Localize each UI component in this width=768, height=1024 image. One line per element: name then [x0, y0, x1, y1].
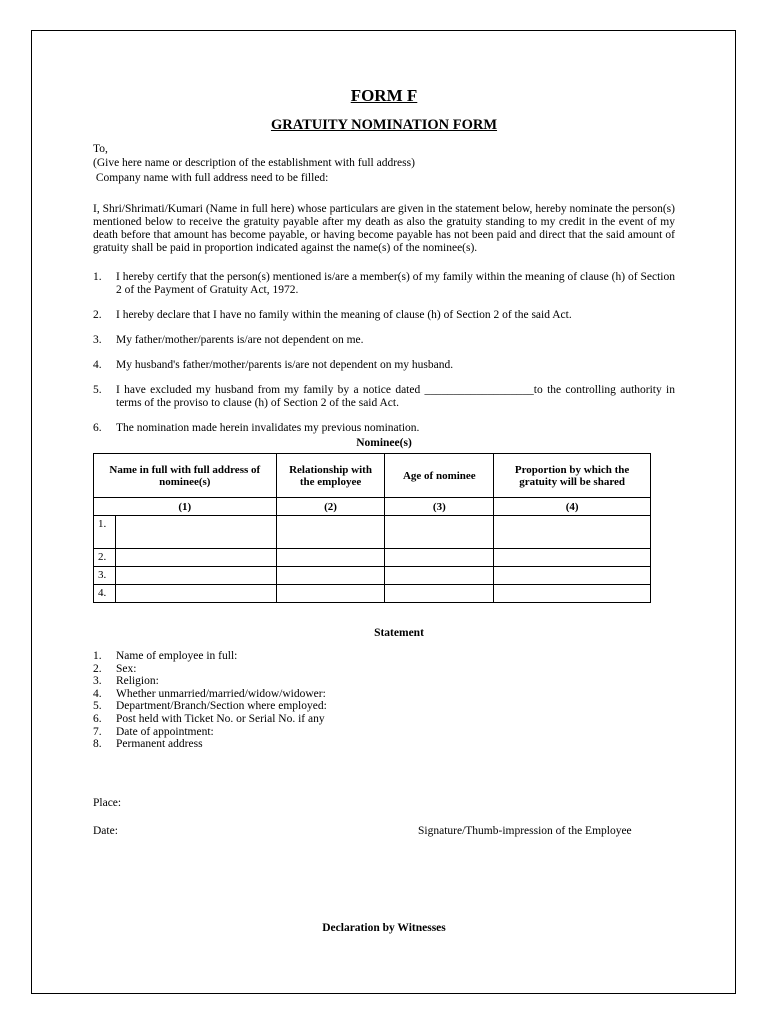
row-number: 3. — [94, 567, 116, 585]
nominee-name-cell[interactable] — [115, 567, 276, 585]
list-number: 6. — [93, 712, 102, 725]
column-number: (4) — [494, 498, 651, 516]
declaration-item — [93, 271, 675, 297]
nominee-proportion-cell[interactable] — [494, 516, 651, 549]
declaration-number: 4. — [93, 359, 102, 371]
list-text: Permanent address — [116, 738, 203, 751]
nominee-proportion-cell[interactable] — [494, 549, 651, 567]
declaration-text: I hereby certify that the person(s) mentioned is/are a member(s) of my family within the meaning of clause (h) of Section 2 of the Payment of Gratuity Act, 1972. — [116, 271, 675, 296]
nominee-proportion-cell[interactable] — [494, 585, 651, 603]
nominee-table-header — [94, 454, 651, 498]
nominee-name-cell[interactable] — [115, 585, 276, 603]
list-item — [93, 700, 327, 713]
nominee-heading: Nominee(s) — [356, 437, 412, 449]
table-row — [94, 549, 651, 567]
declaration-item — [93, 422, 675, 435]
date-label: Date: — [93, 825, 118, 837]
nominee-relationship-cell[interactable] — [276, 549, 385, 567]
declaration-number: 5. — [93, 384, 102, 396]
declaration-text: I have excluded my husband from my family by a notice dated ___________________to the controlling authority in terms of the proviso to clause (h) of Section 2 of the said Act. — [116, 384, 675, 409]
list-number: 3. — [93, 675, 102, 688]
intro-paragraph: I, Shri/Shrimati/Kumari (Name in full here) whose particulars are given in the statement below, hereby nominate the person(s) mentioned below to receive the gratuity payable after my death as also the gratuity standing to my credit in the event of my death before that amount has become payable, or having become payable has not been paid and direct that the said amount of gratuity shall be paid in proportion indicated against the name(s) of the nominee(s). — [93, 203, 675, 254]
declaration-number: 1. — [93, 271, 102, 283]
nominee-age-cell[interactable] — [385, 585, 494, 603]
nominee-age-cell[interactable] — [385, 516, 494, 549]
list-number: 2. — [93, 662, 102, 675]
list-text: Date of appointment: — [116, 725, 214, 738]
company-address-instruction: Company name with full address need to be filled: — [93, 172, 329, 184]
list-item — [93, 688, 327, 701]
nominee-relationship-cell[interactable] — [276, 567, 385, 585]
header-name-address: Name in full with full address of nominee(s) — [94, 454, 277, 498]
header-proportion: Proportion by which the gratuity will be shared — [494, 454, 651, 498]
nominee-proportion-cell[interactable] — [494, 567, 651, 585]
header-relationship: Relationship with the employee — [276, 454, 385, 498]
declaration-item — [93, 384, 675, 410]
list-item — [93, 726, 327, 739]
list-text: Whether unmarried/married/widow/widower: — [116, 687, 326, 700]
to-line: To, — [93, 143, 108, 155]
list-number: 4. — [93, 687, 102, 700]
declaration-item — [93, 309, 675, 322]
declaration-item — [93, 359, 675, 372]
nominee-name-cell[interactable] — [115, 516, 276, 549]
list-item — [93, 675, 327, 688]
column-number: (3) — [385, 498, 494, 516]
row-number: 4. — [94, 585, 116, 603]
declaration-number: 3. — [93, 334, 102, 346]
nominee-age-cell[interactable] — [385, 567, 494, 585]
list-item — [93, 663, 327, 676]
nominee-age-cell[interactable] — [385, 549, 494, 567]
declaration-number: 6. — [93, 422, 102, 434]
form-title: FORM F — [350, 86, 418, 105]
form-subtitle: GRATUITY NOMINATION FORM — [270, 117, 498, 133]
declaration-number: 2. — [93, 309, 102, 321]
list-number: 8. — [93, 738, 102, 751]
list-text: Religion: — [116, 675, 159, 688]
list-item — [93, 738, 327, 751]
column-number: (1) — [94, 498, 277, 516]
list-text: Sex: — [116, 662, 137, 675]
declaration-text: The nomination made herein invalidates my previous nomination. — [116, 422, 420, 434]
declaration-item — [93, 334, 675, 347]
declaration-text: My husband's father/mother/parents is/are not dependent on my husband. — [116, 359, 454, 371]
nominee-table-column-numbers — [94, 498, 651, 516]
nominee-name-cell[interactable] — [115, 549, 276, 567]
place-label: Place: — [93, 797, 122, 809]
signature-label: Signature/Thumb-impression of the Employee — [418, 825, 632, 837]
list-text: Post held with Ticket No. or Serial No. if any — [116, 712, 325, 725]
nominee-relationship-cell[interactable] — [276, 516, 385, 549]
list-item — [93, 713, 327, 726]
list-text: Department/Branch/Section where employed: — [116, 700, 327, 713]
column-number: (2) — [276, 498, 385, 516]
row-number: 1. — [94, 516, 116, 549]
list-number: 1. — [93, 650, 102, 662]
list-number: 5. — [93, 700, 102, 713]
nominee-relationship-cell[interactable] — [276, 585, 385, 603]
declaration-text: I hereby declare that I have no family within the meaning of clause (h) of Section 2 of the said Act. — [116, 309, 572, 321]
row-number: 2. — [94, 549, 116, 567]
table-row — [94, 585, 651, 603]
table-row — [94, 567, 651, 585]
nominee-table — [93, 453, 651, 603]
witness-declaration-heading: Declaration by Witnesses — [322, 922, 446, 934]
establishment-instruction: (Give here name or description of the establishment with full address) — [93, 157, 415, 169]
header-age: Age of nominee — [385, 454, 494, 498]
list-text: Name of employee in full: — [116, 650, 238, 662]
table-row — [94, 516, 651, 549]
statement-list — [93, 650, 327, 751]
statement-heading: Statement — [374, 627, 424, 639]
list-item — [93, 650, 327, 663]
declaration-text: My father/mother/parents is/are not dependent on me. — [116, 334, 364, 346]
list-number: 7. — [93, 725, 102, 738]
